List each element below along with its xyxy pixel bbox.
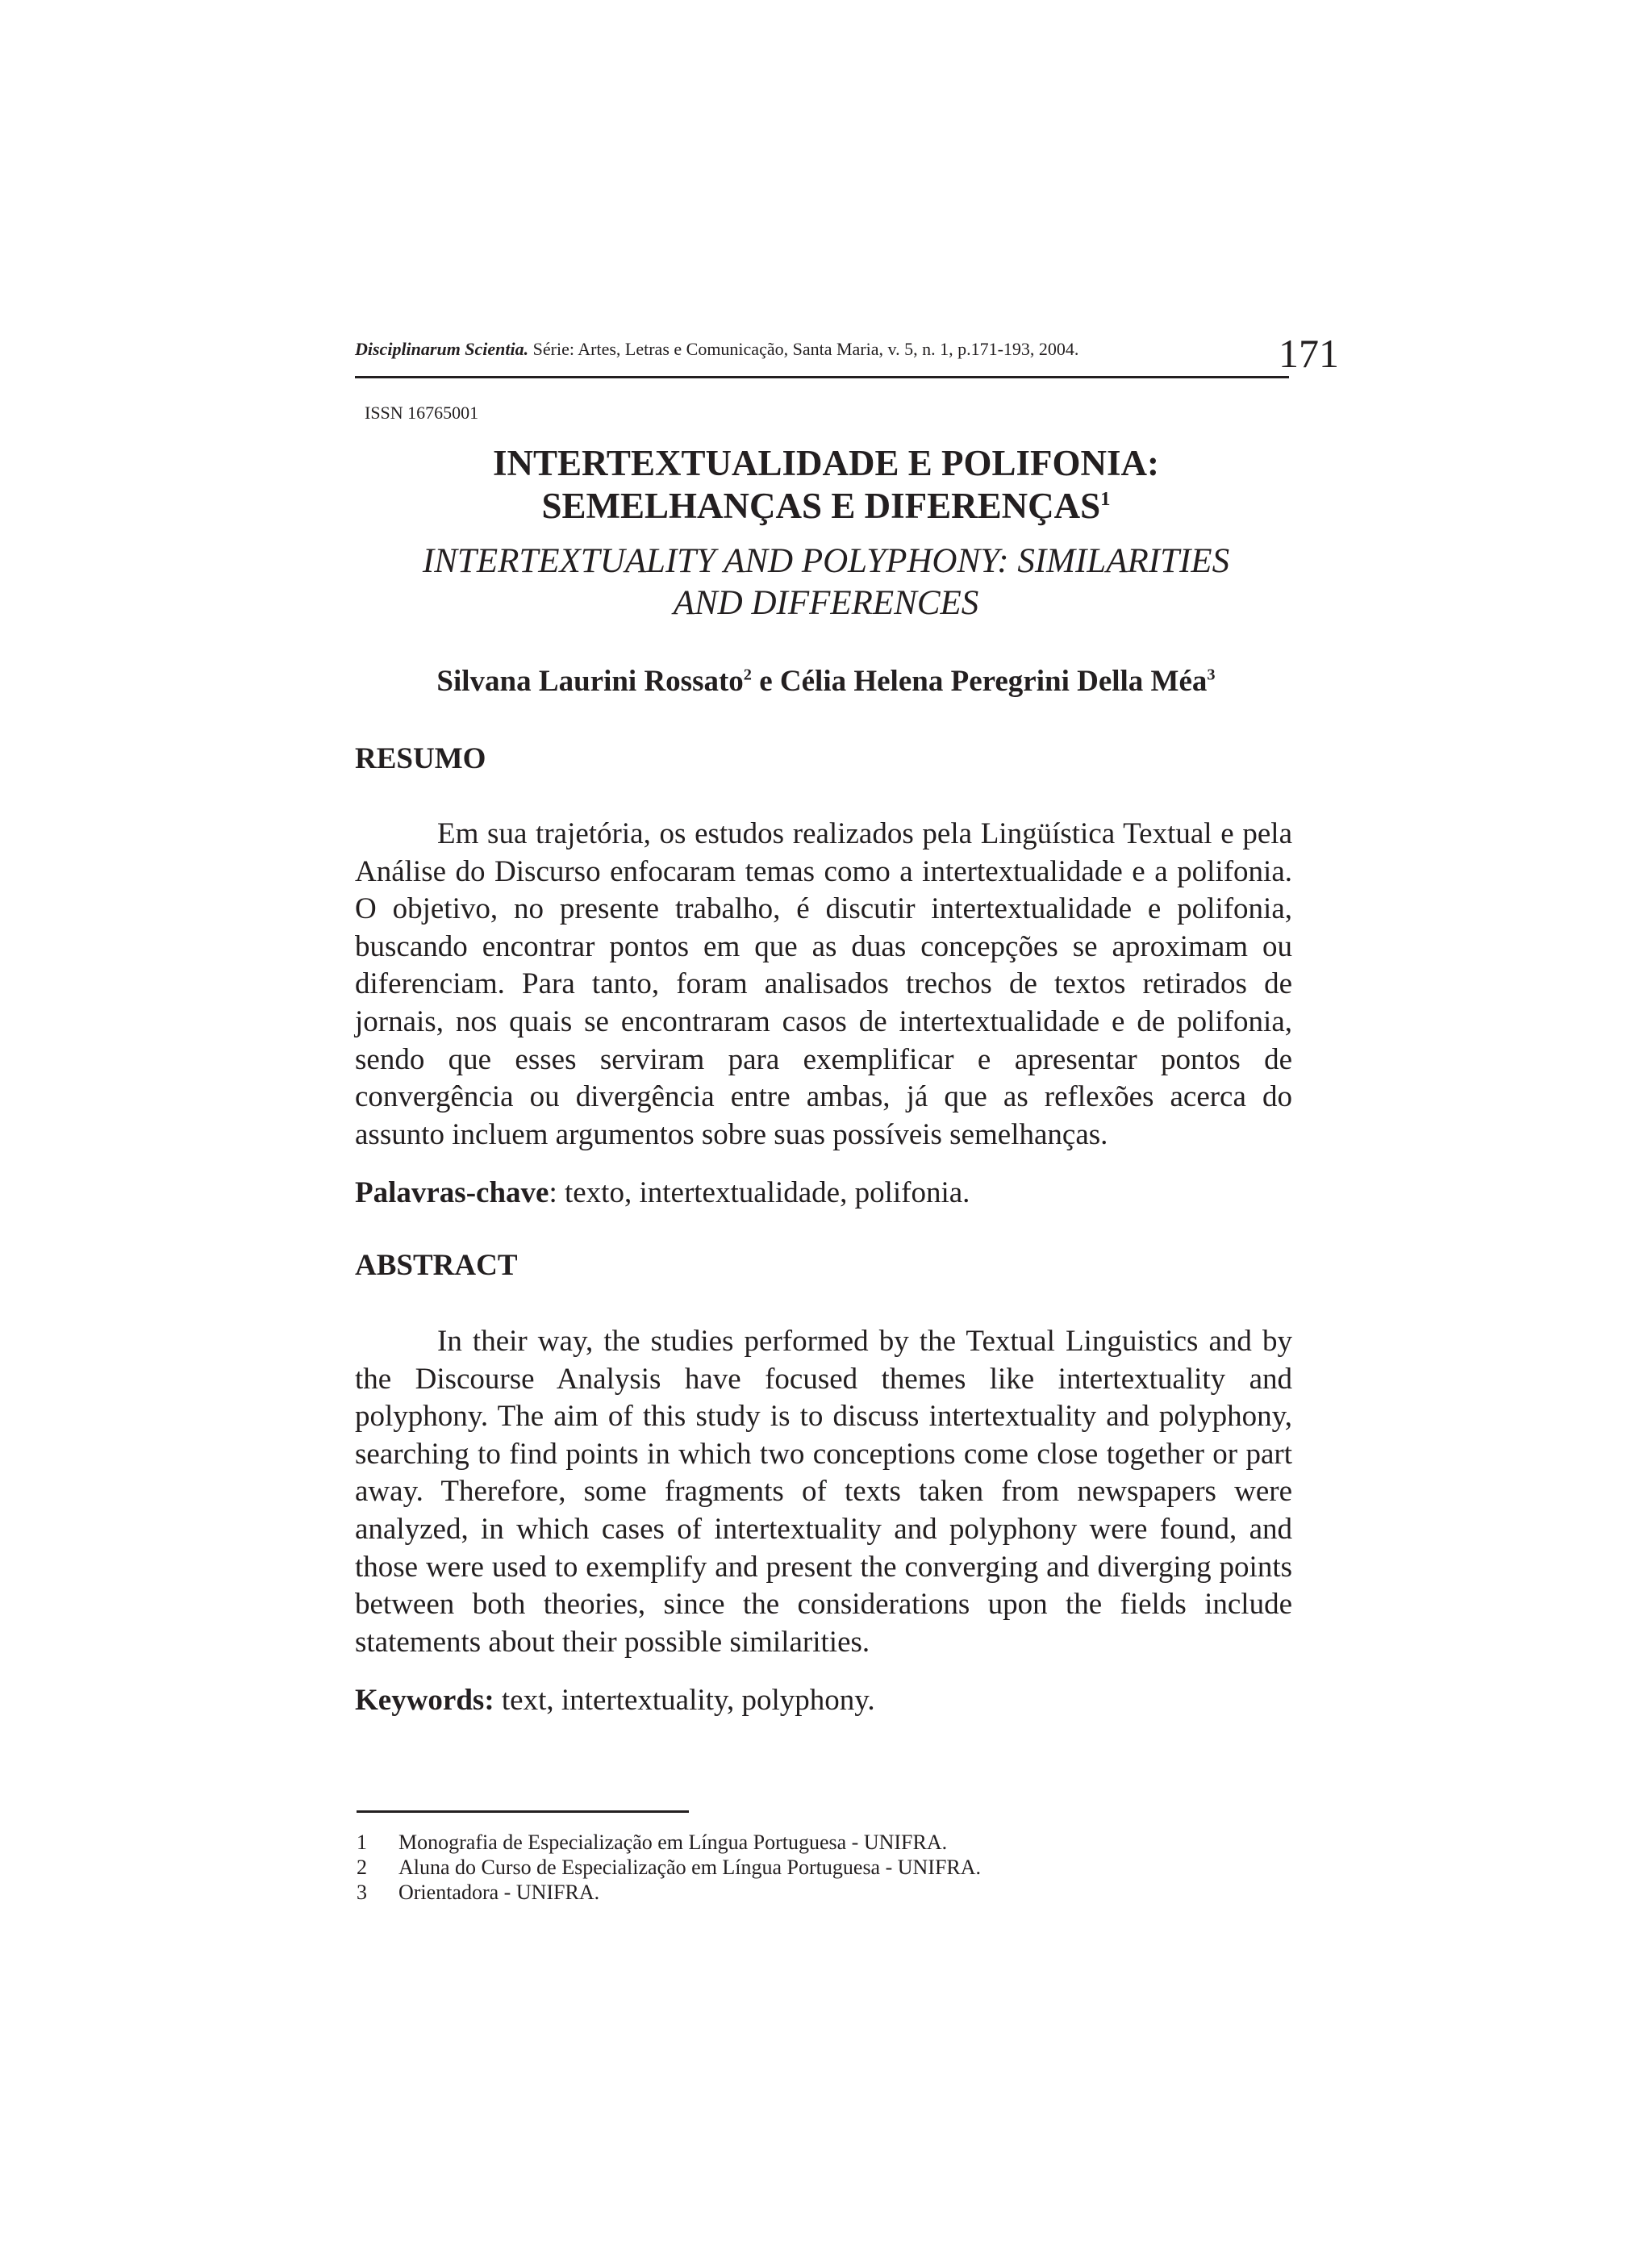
footnote xyxy=(357,1855,1292,1880)
footnote-number: 3 xyxy=(357,1881,367,1904)
abstract-body: In their way, the studies performed by the Textual Linguistics and by the Discourse Analysis have focused themes like intertextuality and polyphony. The aim of this study is to discuss intertextuality and polyphony, searching to find points in which two conceptions come close together or part away. Therefore, some fragments of texts taken from newspapers were analyzed, in which cases of intertextuality and polyphony were found, and those were used to exemplify and present the converging and diverging points between both theories, since the considerations upon the fields include statements about their possible similarities. xyxy=(355,1325,1292,1659)
footnote-rule xyxy=(357,1810,689,1813)
footnote xyxy=(357,1830,1292,1855)
author-2: Célia Helena Peregrini Della Méa xyxy=(779,665,1208,698)
subtitle-line-1: INTERTEXTUALITY AND POLYPHONY: SIMILARITIES xyxy=(422,542,1230,580)
footnotes xyxy=(357,1830,1292,1905)
resumo-heading: RESUMO xyxy=(355,742,486,775)
authors xyxy=(242,663,1410,700)
abstract-paragraph xyxy=(355,1323,1292,1661)
journal-citation: Série: Artes, Letras e Comunicação, Santa Maria, v. 5, n. 1, p.171-193, 2004. xyxy=(528,339,1079,359)
page-number: 171 xyxy=(1279,331,1339,376)
author-connector: e xyxy=(751,665,780,698)
resumo-keywords-text: : texto, intertextualidade, polifonia. xyxy=(549,1176,970,1209)
footnote-text: Monografia de Especialização em Língua Portuguesa - UNIFRA. xyxy=(398,1831,948,1854)
resumo-paragraph xyxy=(355,816,1292,1154)
header-rule xyxy=(355,376,1289,378)
footnote-text: Aluna do Curso de Especialização em Língua Portuguesa - UNIFRA. xyxy=(398,1856,982,1879)
footnote-number: 1 xyxy=(357,1831,367,1854)
abstract-keywords-text: text, intertextuality, polyphony. xyxy=(494,1684,875,1717)
abstract-heading: ABSTRACT xyxy=(355,1249,518,1282)
resumo-keywords-label: Palavras-chave xyxy=(355,1176,549,1209)
resumo-body: Em sua trajetória, os estudos realizados pela Lingüística Textual e pela Análise do Discurso enfocaram temas como a intertextualidade e a polifonia. O objetivo, no presente trabalho, é discutir intertextualidade e polifonia, buscando encontrar pontos em que as duas concepções se aproximam ou diferenciam. Para tanto, foram analisados trechos de textos retirados de jornais, nos quais se encontraram casos de intertextualidade e de polifonia, sendo que esses serviram para exemplificar e apresentar pontos de convergência ou divergência entre ambas, já que as reflexões acerca do assunto incluem argumentos sobre suas possíveis semelhanças. xyxy=(355,817,1292,1151)
title-line-2 xyxy=(242,485,1410,528)
title-footnote-mark: 1 xyxy=(1100,488,1111,510)
footnote-text: Orientadora - UNIFRA. xyxy=(398,1881,600,1904)
article-title xyxy=(242,442,1410,528)
title-line-1: INTERTEXTUALIDADE E POLIFONIA: xyxy=(492,443,1160,483)
article-subtitle xyxy=(242,541,1410,624)
subtitle-line-2: AND DIFFERENCES xyxy=(673,584,979,622)
abstract-keywords-label: Keywords: xyxy=(355,1684,494,1717)
running-header xyxy=(355,337,1252,361)
author-2-mark: 3 xyxy=(1207,666,1216,684)
title-line-2-text: SEMELHANÇAS E DIFERENÇAS xyxy=(541,486,1101,526)
abstract-keywords xyxy=(355,1682,1292,1719)
footnote-number: 2 xyxy=(357,1856,367,1879)
journal-name: Disciplinarum Scientia. xyxy=(355,339,529,359)
resumo-keywords xyxy=(355,1175,1292,1212)
author-1-mark: 2 xyxy=(743,666,752,684)
author-1: Silvana Laurini Rossato xyxy=(436,665,744,698)
issn: ISSN 16765001 xyxy=(365,403,479,423)
footnote xyxy=(357,1880,1292,1905)
